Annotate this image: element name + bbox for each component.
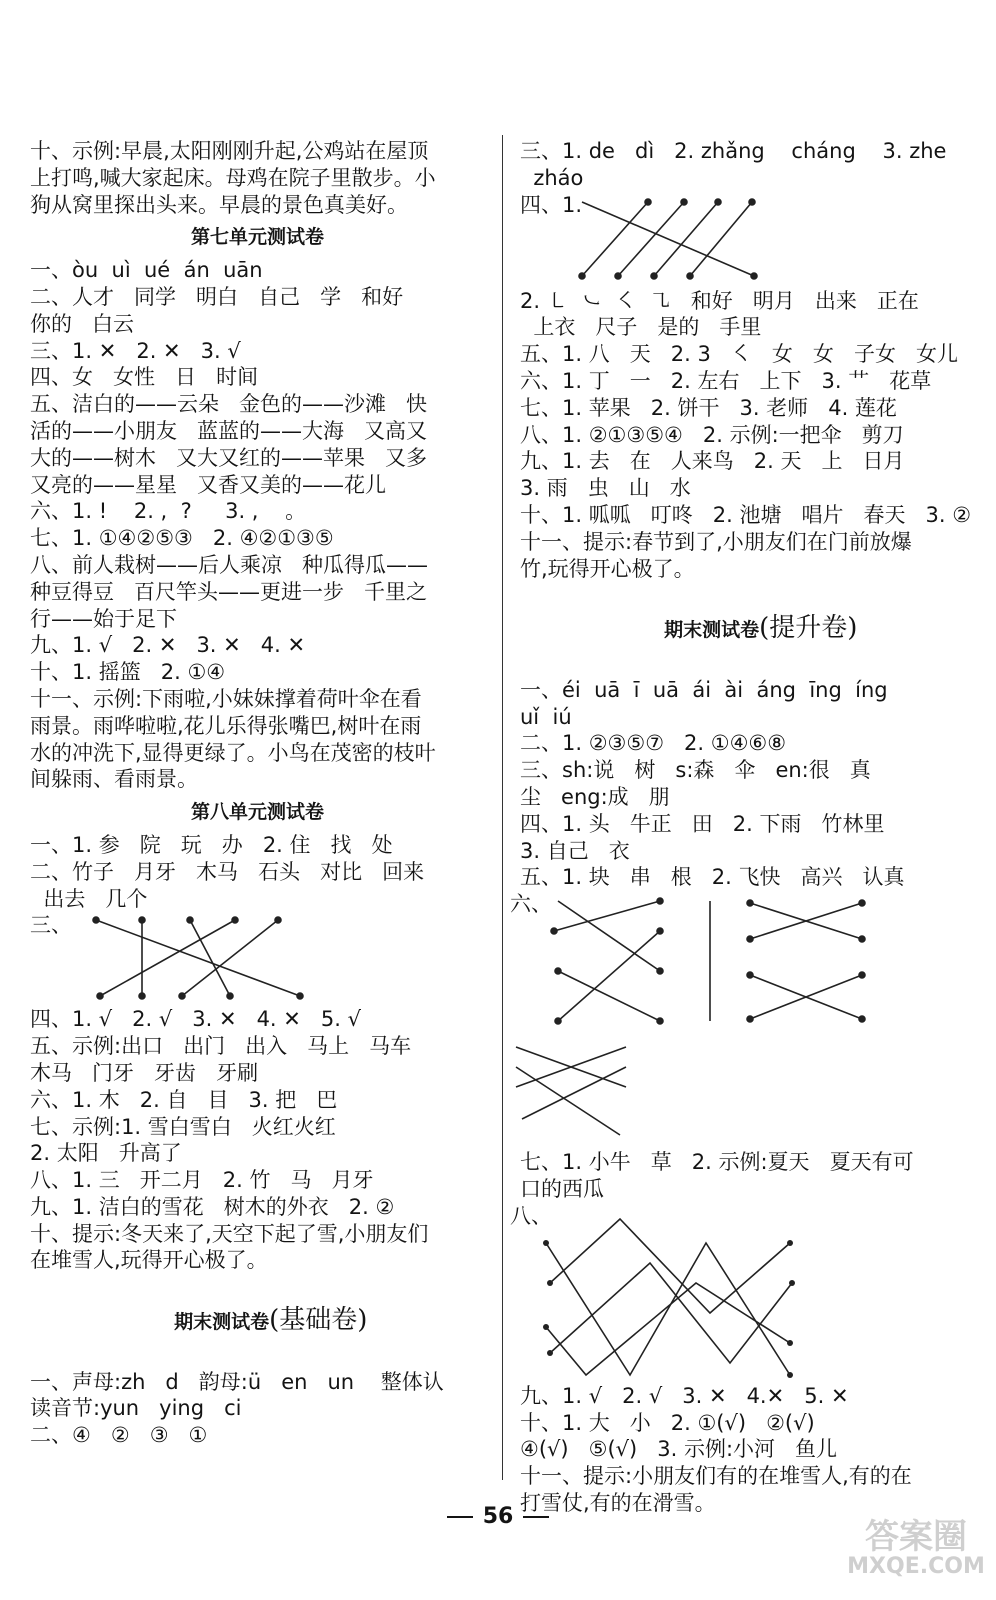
answer-line: 五、1. 八 天 2. 3 ㇛ 女 女 子女 女儿	[520, 342, 958, 367]
matching-lines	[90, 912, 350, 1006]
answer-line: 又亮的——星星 又香又美的——花儿	[30, 472, 387, 497]
question-label: 四、1.	[520, 192, 583, 217]
matching-figure-liu	[510, 891, 975, 1149]
answer-line: 六、1. ! 2. , ? 3. , 。	[30, 499, 307, 524]
answer-line: 三、1. ✕ 2. ✕ 3. √	[30, 338, 241, 363]
left-block-3	[30, 832, 485, 912]
answer-line: 五、示例:出口 出门 出入 马上 马车	[30, 1034, 412, 1059]
answer-line: 3. 雨 虫 山 水	[520, 476, 691, 501]
right-block-5	[520, 1383, 975, 1517]
matching-figure-ba	[510, 1203, 975, 1383]
answer-line: 在堆雪人,玩得开心极了。	[30, 1248, 268, 1273]
matching-figure-unit8	[30, 912, 485, 1006]
answer-line: 竹,玩得开心极了。	[520, 556, 695, 581]
answer-line: 五、洁白的——云朵 金色的——沙滩 快	[30, 392, 428, 417]
question-label: 六、	[510, 892, 552, 917]
dash-right	[523, 1516, 549, 1518]
answer-line: 十、1. 呱呱 叮咚 2. 池塘 唱片 春天 3. ②	[520, 502, 972, 527]
answer-line: 一、éi uā ī uā ái ài áng īng íng	[520, 677, 888, 702]
left-block-1	[30, 138, 485, 218]
answer-line: 活的——小朋友 蓝蓝的——大海 又高又	[30, 418, 428, 443]
answer-line: 五、1. 块 串 根 2. 飞快 高兴 认真	[520, 865, 905, 890]
right-block-3	[520, 677, 975, 891]
watermark-logo	[846, 1517, 986, 1595]
answer-line: 三、sh:说 树 s:森 伞 en:很 真	[520, 758, 871, 783]
page-number-text: 56	[482, 1504, 514, 1529]
answer-line: 十一、提示:小朋友们有的在堆雪人,有的在	[520, 1464, 912, 1489]
left-block-5	[30, 1369, 485, 1449]
matching-lines	[572, 192, 812, 288]
section-heading-unit7: 第七单元测试卷	[190, 226, 324, 249]
answer-line: 四、1. 头 牛正 田 2. 下雨 竹林里	[520, 811, 885, 836]
answer-line: 十一、示例:下雨啦,小妹妹撑着荷叶伞在看	[30, 686, 422, 711]
answer-line: 间躲雨、看雨景。	[30, 767, 198, 792]
answer-line: 尘 eng:成 朋	[520, 784, 670, 809]
answer-line: zháo	[520, 165, 584, 190]
answer-line: 六、1. 丁 一 2. 左右 上下 3. 艹 花草	[520, 368, 932, 393]
answer-line: uǐ iú	[520, 704, 572, 729]
answer-line: 二、④ ② ③ ①	[30, 1423, 208, 1448]
answer-line: 七、示例:1. 雪白雪白 火红火红	[30, 1114, 336, 1139]
answer-line: 八、1. ②①③⑤④ 2. 示例:一把伞 剪刀	[520, 422, 904, 447]
question-label: 八、	[510, 1203, 552, 1228]
answer-line: 七、1. ①④②⑤③ 2. ④②①③⑤	[30, 526, 334, 551]
heading-paren: (提升卷)	[759, 613, 858, 644]
answer-line: 十、示例:早晨,太阳刚刚升起,公鸡站在屋顶	[30, 139, 429, 163]
answer-line: 口的西瓜	[520, 1176, 604, 1201]
answer-line: 2. 太阳 升高了	[30, 1141, 182, 1166]
answer-line: 二、竹子 月牙 木马 石头 对比 回来	[30, 859, 425, 884]
answer-line: 行——始于足下	[30, 606, 177, 631]
answer-line: 一、òu uì ué án uān	[30, 258, 263, 283]
answer-line: 九、1. √ 2. √ 3. ✕ 4.✕ 5. ✕	[520, 1383, 849, 1408]
heading-text: 期末测试卷	[174, 1311, 270, 1334]
answer-line: 3. 自己 衣	[520, 838, 630, 863]
answer-line: 2. ㇄ ㇃ ㇛ ㇈ 和好 明月 出来 正在	[520, 288, 919, 313]
answer-line: 大的——树木 又大又红的——苹果 又多	[30, 445, 428, 470]
answer-line: 一、声母:zh d 韵母:ü en un 整体认	[30, 1369, 444, 1394]
heading-paren: (基础卷)	[269, 1305, 368, 1336]
answer-line: 狗从窝里探出头来。早晨的景色真美好。	[30, 192, 408, 217]
answer-line: 四、1. √ 2. √ 3. ✕ 4. ✕ 5. √	[30, 1007, 361, 1032]
answer-line: 种豆得豆 百尺竿头——更进一步 千里之	[30, 579, 428, 604]
watermark-line: 答案圈	[865, 1517, 967, 1557]
right-column	[510, 138, 975, 1517]
left-column	[30, 138, 485, 1449]
answer-line: 三、1. de dì 2. zhǎng cháng 3. zhe	[520, 139, 947, 163]
answer-line: 二、1. ②③⑤⑦ 2. ①④⑥⑧	[520, 731, 787, 756]
right-block-4	[520, 1149, 975, 1203]
matching-lines	[520, 1203, 850, 1383]
left-block-2	[30, 257, 485, 793]
answer-line: 十、1. 摇篮 2. ①④	[30, 660, 226, 685]
right-block-2	[520, 288, 975, 583]
answer-line: 出去 几个	[30, 886, 148, 911]
answer-line: 四、女 女性 日 时间	[30, 365, 259, 390]
matching-lines	[510, 891, 880, 1149]
answer-line: 十、提示:冬天来了,天空下起了雪,小朋友们	[30, 1221, 429, 1246]
answer-line: 上打鸣,喊大家起床。母鸡在院子里散步。小	[30, 165, 436, 190]
dash-left	[447, 1516, 473, 1518]
answer-line: 你的 白云	[30, 311, 135, 336]
answer-line: 二、人才 同学 明白 自己 学 和好	[30, 284, 404, 309]
answer-line: 雨景。雨哗啦啦,花儿乐得张嘴巴,树叶在雨	[30, 713, 422, 738]
answer-line: ④(√) ⑤(√) 3. 示例:小河 鱼儿	[520, 1437, 838, 1462]
answer-line: 打雪仗,有的在滑雪。	[520, 1490, 716, 1515]
left-block-4	[30, 1006, 485, 1274]
answer-line: 九、1. 去 在 人来鸟 2. 天 上 日月	[520, 449, 905, 474]
question-label: 三、	[30, 913, 72, 938]
answer-line: 一、1. 参 院 玩 办 2. 住 找 处	[30, 832, 393, 857]
section-heading-final-advanced	[520, 588, 975, 670]
answer-line: 读音节:yun ying ci	[30, 1396, 242, 1421]
column-divider	[502, 135, 503, 1480]
section-heading-unit8: 第八单元测试卷	[190, 801, 324, 824]
watermark-line: MXQE.COM	[847, 1554, 985, 1579]
matching-figure-si	[520, 192, 975, 288]
right-block-1	[520, 138, 975, 192]
answer-line: 上衣 尺子 是的 手里	[520, 315, 762, 340]
answer-line: 十、1. 大 小 2. ①(√) ②(√)	[520, 1410, 815, 1435]
answer-line: 九、1. √ 2. ✕ 3. ✕ 4. ✕	[30, 633, 306, 658]
answer-line: 木马 门牙 牙齿 牙刷	[30, 1060, 259, 1085]
answer-line: 水的冲洗下,显得更绿了。小鸟在茂密的枝叶	[30, 740, 436, 765]
answer-line: 七、1. 小牛 草 2. 示例:夏天 夏天有可	[520, 1150, 914, 1175]
answer-line: 七、1. 苹果 2. 饼干 3. 老师 4. 莲花	[520, 395, 897, 420]
answer-line: 十一、提示:春节到了,小朋友们在门前放爆	[520, 529, 912, 554]
section-heading-final-basic	[30, 1280, 485, 1362]
answer-line: 九、1. 洁白的雪花 树木的外衣 2. ②	[30, 1194, 395, 1219]
answer-line: 八、1. 三 开二月 2. 竹 马 月牙	[30, 1168, 374, 1193]
heading-text: 期末测试卷	[664, 619, 760, 642]
answer-line: 八、前人栽树——后人乘凉 种瓜得瓜——	[30, 552, 429, 577]
answer-line: 六、1. 木 2. 自 目 3. 把 巴	[30, 1087, 338, 1112]
